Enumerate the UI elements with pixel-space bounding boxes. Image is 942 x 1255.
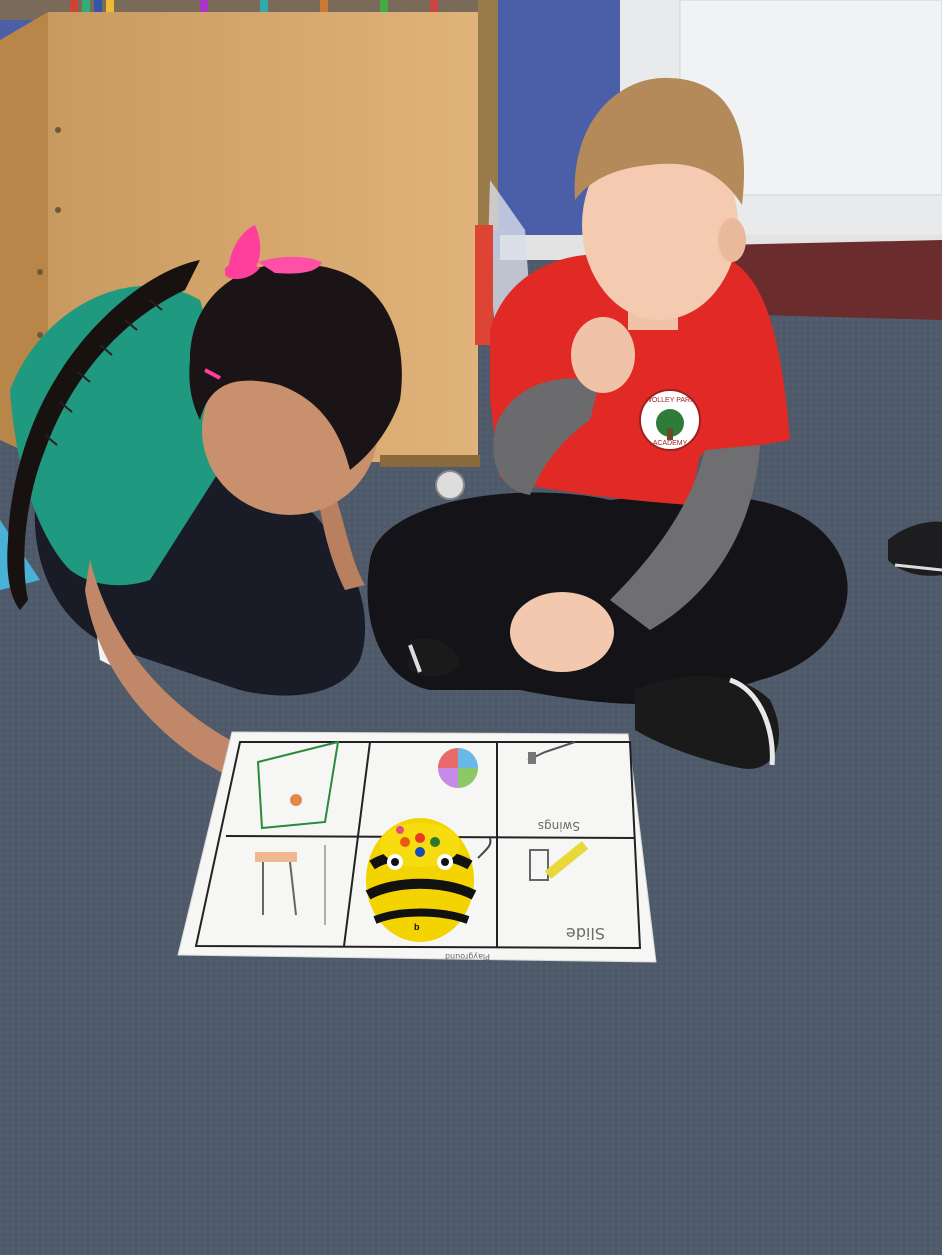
robot-logo: b [414,922,420,932]
cell-label-swings: Swings [537,819,580,833]
robot-button-blue [415,847,425,857]
badge-top-text: WOLLEY PARK [645,397,695,404]
boy-hand-knee [510,592,614,672]
worksheet-footer: Playground [445,952,490,961]
school-badge [640,390,700,450]
robot-button-green [430,837,440,847]
drawing-top-middle [438,748,478,788]
robot-button-red [415,833,425,843]
cell-label-slide: Slide [565,924,605,943]
robot-button-orange [400,837,410,847]
boy-hand-mouth [571,317,635,393]
badge-bottom-text: ACADEMY [652,440,688,447]
robot-button-pink [396,826,404,834]
box [475,225,493,345]
